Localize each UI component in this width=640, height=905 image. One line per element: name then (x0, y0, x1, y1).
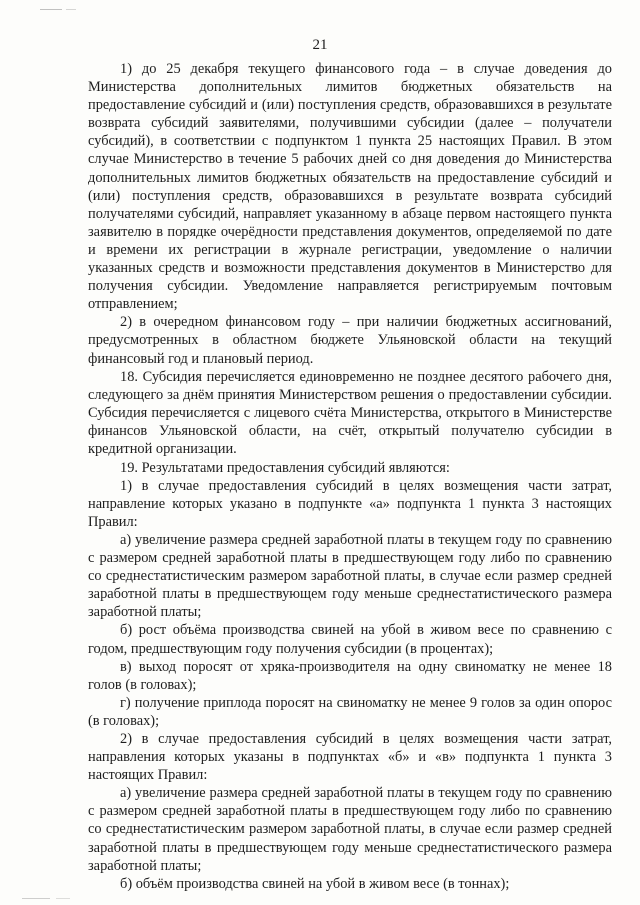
paragraph-17-1: 1) до 25 декабря текущего финансового года – в случае доведения до Министерства дополнительных лимитов бюджетных обязательств на предоставление субсидий и (или) поступления средств, образовавшихся в результате возврата субсидий заявителями, получившими субсидии (далее – получатели субсидий), в соответствии с подпунктом 1 пункта 25 настоящих Правил. В этом случае Министерство в течение 5 рабочих дней со дня доведения до Министерства дополнительных лимитов бюджетных обязательств на предоставление субсидий и (или) поступления средств, образовавшихся в результате возврата субсидий получателями субсидий, направляет указанному в абзаце первом настоящего пункта заявителю в порядке очерёдности представления документов, определяемой по дате и времени их регистрации в журнале регистрации, уведомление о наличии указанных средств и возможности представления документов в Министерство для получения субсидии. Уведомление направляется регистрируемым почтовым отправлением; (88, 61, 612, 313)
document-body (88, 60, 612, 893)
paragraph-19: 19. Результатами предоставления субсидий являются: (120, 459, 450, 476)
paragraph-17-2: 2) в очередном финансовом году – при наличии бюджетных ассигнований, предусмотренных в областном бюджете Ульяновской области на текущий финансовый год и плановый период. (88, 314, 612, 367)
paragraph-19-1: 1) в случае предоставления субсидий в целях возмещения части затрат, направление которых указано в подпункте «а» подпункта 1 пункта 3 настоящих Правил: (88, 477, 612, 530)
scan-mark (40, 9, 62, 10)
scan-mark (56, 898, 70, 899)
paragraph-19-1-v: в) выход поросят от хряка-производителя на одну свиноматку не менее 18 голов (в головах); (88, 658, 612, 693)
paragraph-19-2-a: а) увеличение размера средней заработной платы в текущем году по сравнению с размером средней заработной платы в предшествующем году либо по сравнению со среднестатистическим размером заработной платы, в случае если размер средней заработной платы в предшествующем году меньше среднестатистического размера заработной платы; (88, 785, 612, 874)
page-number: 21 (312, 37, 328, 53)
paragraph-19-2: 2) в случае предоставления субсидий в целях возмещения части затрат, направления которых указаны в подпунктах «б» и «в» подпункта 1 пункта 3 настоящих Правил: (88, 730, 612, 784)
paragraph-19-1-a: а) увеличение размера средней заработной платы в текущем году по сравнению с размером средней заработной платы в предшествующем году либо по сравнению со среднестатистическим размером заработной платы, в случае если размер средней заработной платы в предшествующем году меньше среднестатистического размера заработной платы; (88, 531, 612, 621)
paragraph-19-2-b: б) объём производства свиней на убой в живом весе (в тоннах); (120, 875, 510, 892)
paragraph-19-1-g: г) получение приплода поросят на свиноматку не менее 9 голов за один опорос (в головах); (88, 694, 612, 729)
paragraph-18: 18. Субсидия перечисляется единовременно не позднее десятого рабочего дня, следующего за днём принятия Министерством решения о предоставлении субсидии. Субсидия перечисляется с лицевого счёта Министерства, открытого в Министерстве финансов Ульяновской области, на счёт, открытый получателю субсидии в кредитной организации. (88, 369, 612, 458)
scan-mark (66, 9, 76, 10)
scan-mark (22, 898, 50, 899)
paragraph-19-1-b: б) рост объёма производства свиней на убой в живом весе по сравнению с годом, предшествующим году получения субсидии (в процентах); (88, 622, 612, 657)
